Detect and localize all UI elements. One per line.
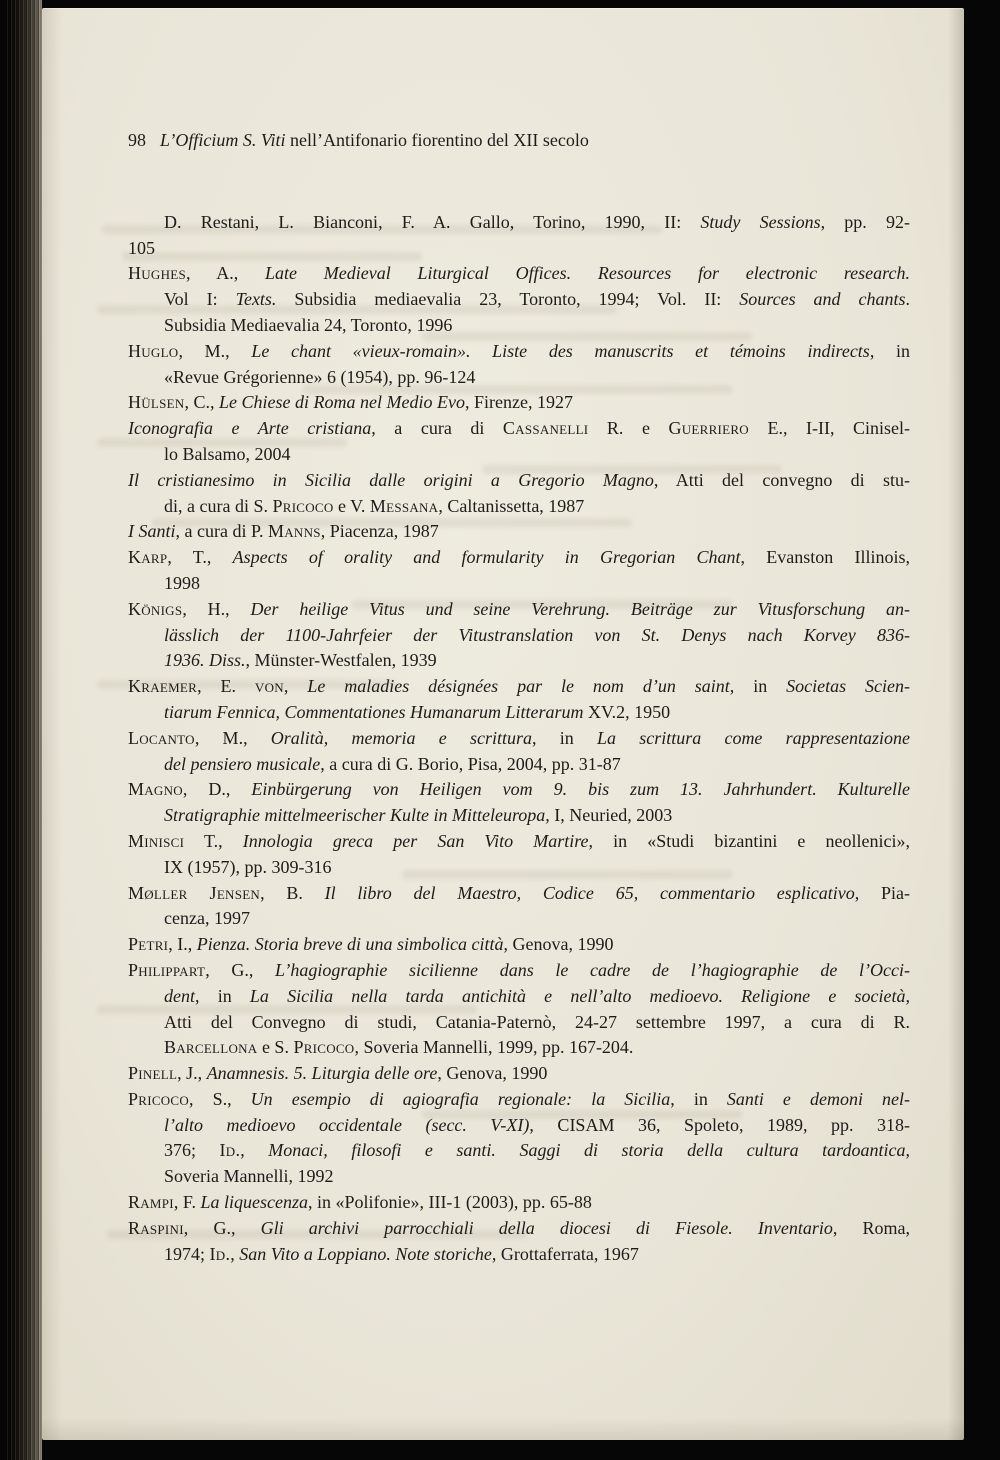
author-name: Karp (128, 547, 168, 568)
work-title: Einbürgerung von Heiligen vom 9. bis zum 13. Jahrhundert. Kulturelle (251, 779, 910, 800)
bibliography-entry (128, 390, 910, 416)
work-title: Study Sessions (700, 211, 821, 232)
work-title: tiarum Fennica, Commentationes Humanarum Litterarum (164, 701, 584, 722)
text-segment: Vol I: (164, 289, 236, 310)
work-title: Aspects of orality and formularity in Gregorian Chant (232, 547, 741, 568)
text-segment: , CISAM 36, Spoleto, 1989, pp. 318- (529, 1114, 910, 1135)
work-title: Texts. (235, 289, 277, 310)
text-segment: , T., (167, 547, 233, 568)
text-segment: , M., (194, 727, 271, 748)
running-header-title-italic: L’Officium S. Viti (160, 130, 286, 150)
text-segment: , in «Polifonie», III-1 (2003), pp. 65-88 (307, 1192, 592, 1213)
text-segment: Subsidia mediaevalia 23, Toronto, 1994; Vol. II: (276, 289, 740, 310)
entry-line (128, 932, 910, 958)
work-title: Il cristianesimo in Sicilia dalle origini a Gregorio Magno (128, 469, 654, 490)
bibliography-entry (128, 261, 910, 338)
work-title: Le maladies désignées par le nom d’un saint (307, 676, 730, 697)
author-name: Raspini (128, 1217, 184, 1238)
text-segment: «Revue Grégorienne» 6 (1954), pp. 96-124 (164, 366, 476, 387)
author-name: Guerriero (668, 418, 749, 439)
author-name: Pinell (128, 1063, 178, 1084)
text-segment: , Caltanissetta, 1987 (438, 495, 585, 516)
author-name: Locanto (128, 727, 195, 748)
author-name: Pricoco (293, 1037, 355, 1058)
text-segment: , a cura di P. (175, 521, 268, 542)
entry-line (128, 700, 910, 726)
text-segment: , D., (182, 779, 252, 800)
text-segment: E., I-II, Cinisel- (748, 418, 911, 439)
work-title: Santi e demoni nel- (726, 1088, 910, 1109)
work-title: Der heilige Vitus und seine Verehrung. Beiträge zur Vitusforschung an- (250, 598, 910, 619)
author-name: Messana (369, 495, 439, 516)
author-name: Minisci (128, 830, 185, 851)
text-segment: , Münster-Westfalen, 1939 (245, 650, 437, 671)
bibliography-entry (128, 881, 910, 933)
work-title: Innologia greca per San Vito Martire (242, 830, 589, 851)
work-title: Oralità, memoria e scrittura (270, 727, 532, 748)
entry-line (128, 1138, 910, 1164)
entry-line (128, 494, 910, 520)
text-segment: I, Neuried, 2003 (549, 805, 673, 826)
text-segment: , (283, 676, 308, 697)
work-title: Sources and chants (739, 289, 906, 310)
text-segment: cenza, 1997 (164, 908, 250, 929)
work-title: 1936. Diss. (164, 650, 246, 671)
page-content (128, 128, 910, 1267)
work-title: Anamnesis. 5. Liturgia delle ore (206, 1063, 438, 1084)
entry-line (128, 1035, 910, 1061)
work-title: La scrittura come rappresentazione (596, 727, 910, 748)
work-title: l’alto medioevo occidentale (secc. V-XI) (164, 1114, 530, 1135)
author-name: Rampi (128, 1192, 174, 1213)
entry-line (128, 210, 910, 236)
text-segment: Atti del Convegno di studi, Catania-Paternò, 24-27 settembre 1997, a cura di R. (164, 1011, 910, 1032)
text-segment: , Pia- (854, 882, 910, 903)
text-segment: D. Restani, L. Bianconi, F. A. Gallo, Torino, 1990, II: (164, 211, 701, 232)
author-name: Hughes (128, 263, 186, 284)
text-segment: IX (1957), pp. 309-316 (164, 856, 332, 877)
page-stack-edge (6, 0, 42, 1460)
bibliography-entry (128, 1216, 910, 1268)
text-segment: , in (195, 985, 250, 1006)
text-segment: , M., (178, 340, 252, 361)
text-segment: Soveria Mannelli, 1992 (164, 1166, 334, 1187)
author-name: Id. (209, 1243, 231, 1264)
text-segment: , Soveria Mannelli, 1999, pp. 167-204. (354, 1037, 634, 1058)
entry-line (128, 803, 910, 829)
running-header-title-rest: nell’Antifonario fiorentino del XII secolo (285, 130, 589, 150)
entry-line (128, 1190, 910, 1216)
bibliography-entry (128, 1087, 910, 1190)
author-name: Königs (128, 598, 183, 619)
text-segment: 376; (164, 1140, 220, 1161)
work-title: Il libro del Maestro, Codice 65, commentario esplicativo (324, 882, 855, 903)
text-segment: 1998 (164, 572, 200, 593)
entry-line (128, 829, 910, 855)
entry-line (128, 648, 910, 674)
text-segment: , A., (185, 263, 266, 284)
bibliography-entry (128, 210, 910, 262)
author-name: Philippart (128, 959, 206, 980)
text-segment: , Evanston Illinois, (740, 547, 910, 568)
text-segment: , Genova, 1990 (437, 1063, 548, 1084)
bibliography-entry (128, 932, 910, 958)
entry-line (128, 1113, 910, 1139)
author-name: Hülsen (128, 392, 185, 413)
entry-line (128, 1061, 910, 1087)
text-segment: , in (869, 340, 910, 361)
text-segment: , G., (183, 1217, 261, 1238)
bibliography-entry (128, 416, 910, 468)
author-name: Id. (219, 1140, 241, 1161)
entry-line (128, 881, 910, 907)
author-name: von (254, 676, 284, 697)
bibliography-entry (128, 1061, 910, 1087)
author-name: Kraemer (128, 676, 198, 697)
text-segment: , Genova, 1990 (503, 934, 614, 955)
text-segment: di, a cura di S. (164, 495, 273, 516)
entry-line (128, 674, 910, 700)
text-segment: , a cura di G. Borio, Pisa, 2004, pp. 31-87 (320, 753, 621, 774)
text-segment: . (905, 289, 910, 310)
entry-line (128, 1010, 910, 1036)
author-name: Huglo (128, 340, 179, 361)
author-name: Petri (128, 934, 169, 955)
work-title: Pienza. Storia breve di una simbolica città (196, 934, 504, 955)
entry-line (128, 1087, 910, 1113)
text-segment: , S., (189, 1088, 251, 1109)
work-title: dent (164, 985, 195, 1006)
bibliography-entry (128, 829, 910, 881)
entry-line (128, 287, 910, 313)
work-title: Un esempio di agiografia regionale: la Sicilia (250, 1088, 671, 1109)
entry-line (128, 365, 910, 391)
bibliography-entry (128, 545, 910, 597)
text-segment: e S. (257, 1037, 294, 1058)
work-title: I Santi (128, 521, 176, 542)
text-segment: , F. (173, 1192, 201, 1213)
work-title: San Vito a Loppiano. Note storiche (239, 1243, 492, 1264)
entry-line (128, 442, 910, 468)
entry-line (128, 906, 910, 932)
entry-line (128, 1164, 910, 1190)
work-title: del pensiero musicale (164, 753, 321, 774)
author-name: Pricoco (128, 1088, 190, 1109)
entry-line (128, 571, 910, 597)
entry-line (128, 545, 910, 571)
book-page (42, 8, 964, 1440)
bibliography-entry (128, 468, 910, 520)
work-title: La liquescenza (200, 1192, 308, 1213)
text-segment: , H., (182, 598, 251, 619)
text-segment: lo Balsamo, 2004 (164, 443, 291, 464)
running-header (128, 128, 910, 154)
text-segment: , E. (197, 676, 255, 697)
text-segment: , a cura di (371, 418, 503, 439)
text-segment: , in (729, 676, 787, 697)
author-name: Magno (128, 779, 183, 800)
entry-line (128, 339, 910, 365)
text-segment: , I., (168, 934, 197, 955)
author-name: Cassanelli (502, 418, 589, 439)
text-segment: , (905, 1140, 910, 1161)
text-segment: e V. (333, 495, 370, 516)
bibliography-entry (128, 597, 910, 674)
text-segment: , J., (177, 1063, 207, 1084)
text-segment: , Roma, (832, 1217, 911, 1238)
work-title: Le Chiese di Roma nel Medio Evo (219, 392, 465, 413)
work-title: La Sicilia nella tarda antichità e nell’alto medioevo. Religione e società, (249, 985, 910, 1006)
page-number: 98 (128, 130, 146, 150)
text-segment: , (240, 1140, 269, 1161)
bibliography-entry (128, 1190, 910, 1216)
work-title: Monaci, filosofi e santi. Saggi di storia della cultura tardoantica (268, 1140, 906, 1161)
work-title: Stratigraphie mittelmeerischer Kulte in Mitteleuropa, (164, 805, 550, 826)
text-segment: , in «Studi bizantini e neollenici», (588, 830, 910, 851)
text-segment: , Piacenza, 1987 (320, 521, 439, 542)
work-title: Le chant «vieux-romain». Liste des manuscrits et témoins indirects (251, 340, 870, 361)
text-segment: , G., (205, 959, 276, 980)
bibliography-entry (128, 519, 910, 545)
entry-line (128, 236, 910, 262)
text-segment: , B. (260, 882, 325, 903)
bibliography-entry (128, 726, 910, 778)
text-segment: 105 (128, 237, 155, 258)
text-segment: R. e (588, 418, 669, 439)
entry-line (128, 416, 910, 442)
bibliography-entry (128, 777, 910, 829)
entry-line (128, 855, 910, 881)
entry-line (128, 597, 910, 623)
running-header-title (160, 130, 589, 150)
text-segment: , (230, 1243, 240, 1264)
text-segment: Subsidia Mediaevalia 24, Toronto, 1996 (164, 314, 453, 335)
bibliography-entry (128, 339, 910, 391)
text-segment: , in (532, 727, 597, 748)
entry-line (128, 313, 910, 339)
entry-line (128, 958, 910, 984)
author-name: Møller Jensen (128, 882, 261, 903)
bibliography-entry (128, 674, 910, 726)
work-title: lässlich der 1100-Jahrfeier der Vitustranslation von St. Denys nach Korvey 836- (164, 624, 910, 645)
entry-line (128, 390, 910, 416)
entry-line (128, 752, 910, 778)
text-segment: 1974; (164, 1243, 210, 1264)
entry-line (128, 519, 910, 545)
text-segment: , Firenze, 1927 (464, 392, 573, 413)
text-segment: , pp. 92- (820, 211, 910, 232)
entry-line (128, 984, 910, 1010)
entry-line (128, 468, 910, 494)
author-name: Manns (267, 521, 321, 542)
author-name: Pricoco (272, 495, 334, 516)
entry-line (128, 726, 910, 752)
bibliography-entry (128, 958, 910, 1061)
work-title: Iconografia e Arte cristiana (128, 418, 372, 439)
text-segment: , Grottaferrata, 1967 (491, 1243, 639, 1264)
bibliography-list (128, 210, 910, 1268)
work-title: Late Medieval Liturgical Offices. Resources for electronic research. (265, 263, 910, 284)
work-title: L’hagiographie sicilienne dans le cadre de l’hagiographie de l’Occi- (275, 959, 911, 980)
text-segment: T., (184, 830, 243, 851)
work-title: Societas Scien- (786, 676, 911, 697)
text-segment: , in (670, 1088, 727, 1109)
work-title: Gli archivi parrocchiali della diocesi di Fiesole. Inventario (260, 1217, 833, 1238)
text-segment: , Atti del convegno di stu- (653, 469, 911, 490)
entry-line (128, 777, 910, 803)
entry-line (128, 261, 910, 287)
author-name: Barcellona (164, 1037, 258, 1058)
text-segment: XV.2, 1950 (583, 701, 671, 722)
entry-line (128, 1242, 910, 1268)
entry-line (128, 1216, 910, 1242)
text-segment: , C., (184, 392, 220, 413)
entry-line (128, 623, 910, 649)
